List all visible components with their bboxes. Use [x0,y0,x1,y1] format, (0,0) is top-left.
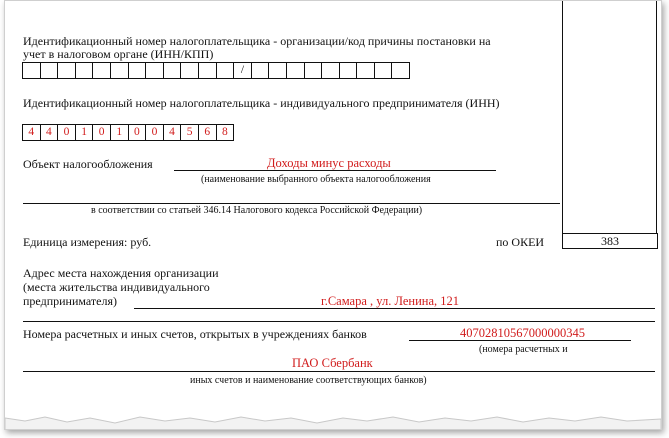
inn-kpp-cell[interactable] [304,62,322,79]
inn-kpp-cell[interactable] [128,62,146,79]
object-underline [174,170,496,171]
inn-kpp-cell[interactable] [391,62,410,79]
unit-label: Единица измерения: руб. [23,235,152,249]
inn-ip-digit[interactable]: 8 [216,124,235,141]
inn-kpp-cell[interactable] [198,62,216,79]
inn-kpp-cells[interactable] [22,62,410,79]
okei-label: по ОКЕИ [496,235,545,249]
inn-ip-cells[interactable] [22,124,234,141]
tax-form-page [4,0,662,430]
inn-ip-digit[interactable]: 5 [180,124,198,141]
inn-kpp-cell[interactable] [374,62,392,79]
inn-kpp-cell[interactable] [216,62,234,79]
inn-ip-digit[interactable]: 0 [128,124,146,141]
inn-ip-digit[interactable]: 0 [145,124,163,141]
inn-kpp-cell[interactable] [180,62,198,79]
accounts-value[interactable]: 40702810567000000345 [460,326,585,340]
right-column-line [562,1,563,233]
object-value[interactable]: Доходы минус расходы [267,156,391,170]
inn-ip-label: Идентификационный номер налогоплательщика - индивидуального предпринимателя (ИНН) [23,96,500,110]
inn-kpp-label-line2: учет в налоговом органе (ИНН/КПП) [23,47,214,61]
inn-kpp-cell[interactable] [40,62,58,79]
inn-ip-digit[interactable]: 6 [198,124,216,141]
inn-ip-digit[interactable]: 4 [163,124,181,141]
bank-value[interactable]: ПАО Сбербанк [292,356,373,370]
inn-kpp-cell[interactable] [75,62,93,79]
address-value[interactable]: г.Самара , ул. Ленина, 121 [321,294,460,308]
address-underline [134,308,655,309]
accounts-underline [409,340,631,341]
inn-ip-digit[interactable]: 1 [110,124,128,141]
accounts-top-line [23,321,655,322]
inn-kpp-cell[interactable] [110,62,128,79]
inn-kpp-cell[interactable] [251,62,269,79]
address-label-line1: Адрес места нахождения организации [23,266,219,280]
inn-kpp-cell[interactable] [92,62,110,79]
accounts-caption1: (номера расчетных и [479,344,568,355]
accounts-label: Номера расчетных и иных счетов, открытых в учреждениях банков [23,327,367,341]
inn-kpp-cell[interactable] [57,62,75,79]
torn-edge-decoration [5,409,661,430]
address-label-line2: (места жительства индивидуального [23,280,210,294]
inn-kpp-cell[interactable] [339,62,357,79]
inn-kpp-cell[interactable] [163,62,181,79]
inn-kpp-cell[interactable] [268,62,286,79]
okei-value-box[interactable]: 383 [562,233,658,249]
right-column-line-outer [656,1,657,233]
inn-kpp-cell[interactable] [321,62,339,79]
inn-ip-digit[interactable]: 0 [92,124,110,141]
inn-ip-digit[interactable]: 0 [57,124,75,141]
inn-ip-digit[interactable]: 4 [40,124,58,141]
inn-kpp-cell[interactable] [22,62,40,79]
inn-ip-digit[interactable]: 1 [75,124,93,141]
accounts-caption2: иных счетов и наименование соответствующих банков) [190,375,427,386]
inn-kpp-separator-cell: / [233,62,251,79]
bank-underline [23,371,655,372]
article-text: в соответствии со статьей 346.14 Налогового кодекса Российской Федерации) [91,205,423,216]
address-label-line3: предпринимателя) [23,294,117,308]
inn-kpp-label-line1: Идентификационный номер налогоплательщика - организации/код причины постановки на [23,34,491,48]
inn-ip-digit[interactable]: 4 [22,124,40,141]
inn-kpp-cell[interactable] [356,62,374,79]
object-caption: (наименование выбранного объекта налогообложения [201,174,431,185]
inn-kpp-cell[interactable] [286,62,304,79]
inn-kpp-cell[interactable] [145,62,163,79]
object-label: Объект налогообложения [23,157,153,171]
